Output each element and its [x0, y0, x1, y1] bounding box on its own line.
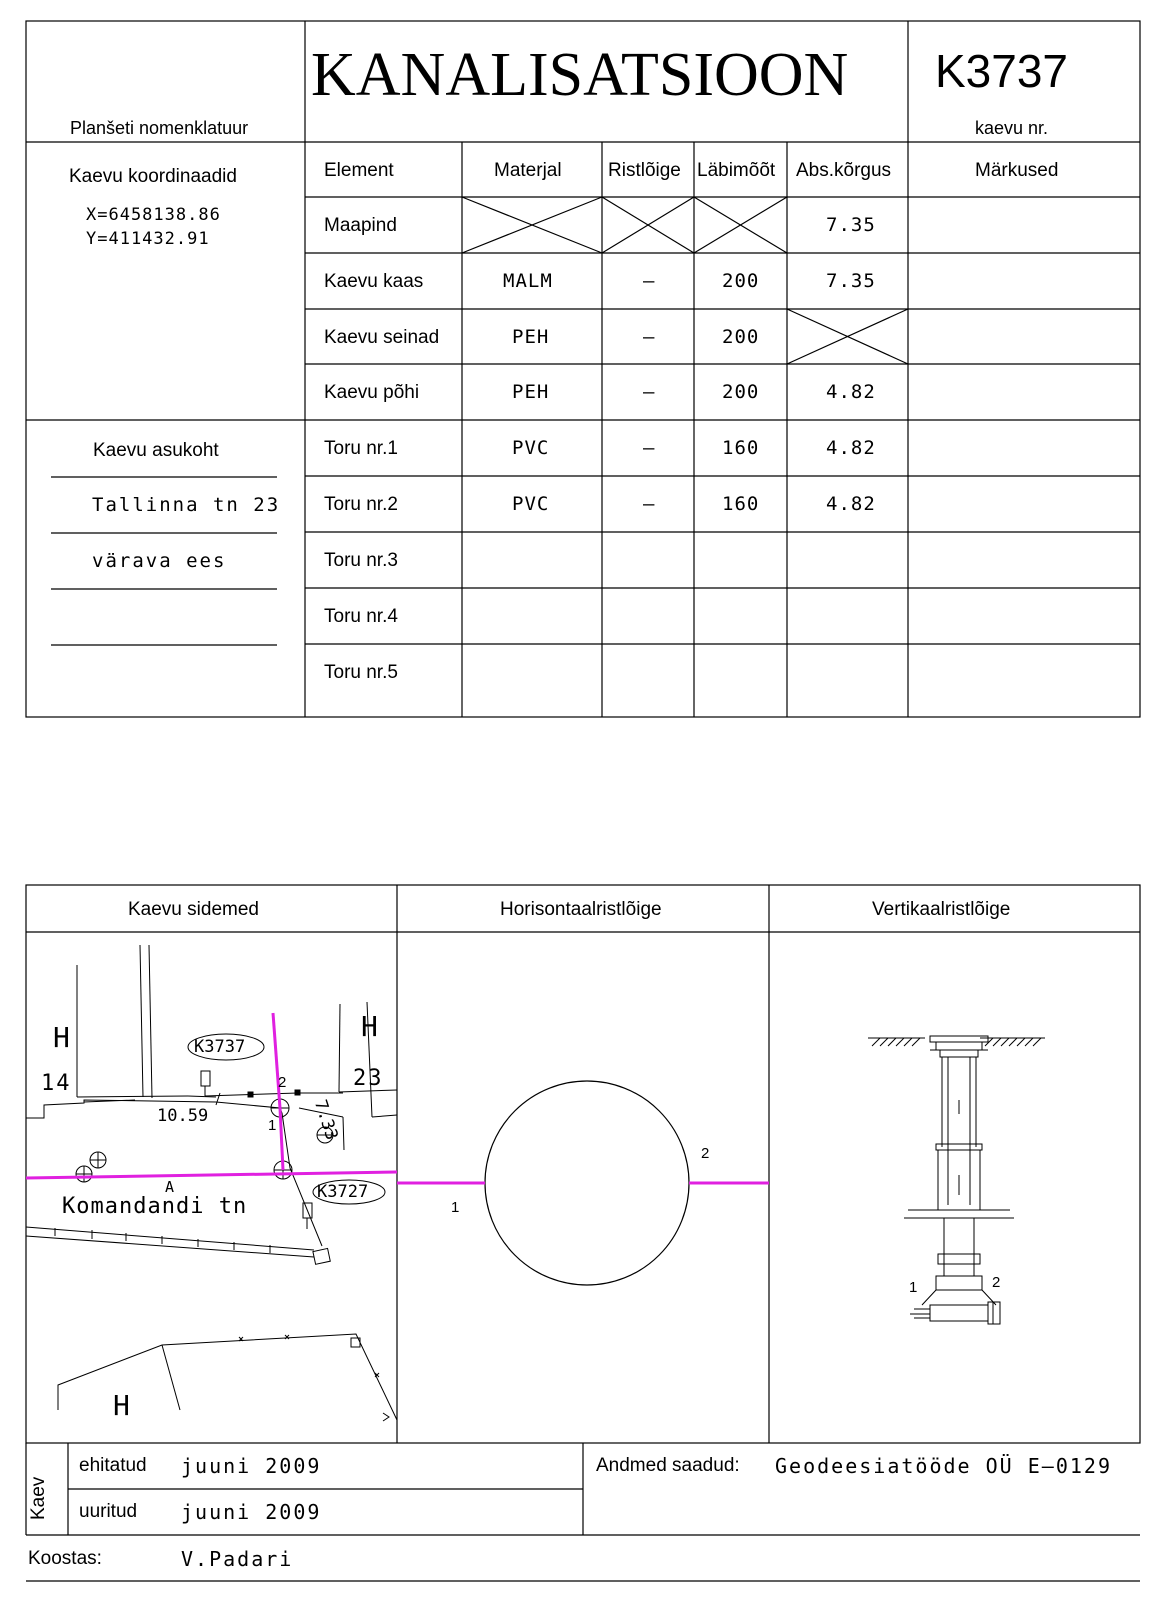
hsection-pipe-label: 2 — [701, 1145, 710, 1162]
coord-y: Y=411432.91 — [86, 229, 210, 249]
footer-built-label: ehitatud — [79, 1455, 147, 1476]
footer-author-label: Koostas: — [28, 1548, 102, 1569]
vsection-pipe-label: 2 — [992, 1274, 1001, 1291]
footer-surveyed-label: uuritud — [79, 1501, 138, 1522]
hsection-pipe-label: 1 — [451, 1199, 460, 1216]
coords-label: Kaevu koordinaadid — [69, 166, 237, 187]
col-header-notes: Märkused — [975, 160, 1059, 181]
table-row-element: Toru nr.1 — [324, 438, 398, 459]
cell-elevation: 4.82 — [826, 493, 876, 515]
cell-section: – — [643, 437, 656, 459]
footer-author-value: V.Padari — [181, 1547, 294, 1571]
well-id: K3737 — [935, 45, 1069, 97]
cell-diameter: 200 — [722, 326, 760, 348]
footer-built-value: juuni 2009 — [181, 1454, 322, 1478]
col-header-section: Ristlõige — [608, 160, 681, 181]
cell-section: – — [643, 493, 656, 515]
table-row-element: Toru nr.4 — [324, 606, 398, 627]
map-street-marker: A — [165, 1178, 175, 1196]
table-row-element: Toru nr.2 — [324, 494, 398, 515]
cell-elevation: 4.82 — [826, 437, 876, 459]
table-row-element: Toru nr.5 — [324, 662, 398, 683]
table-row-element: Kaevu kaas — [324, 271, 424, 292]
cell-elevation: 4.82 — [826, 381, 876, 403]
coord-x: X=6458138.86 — [86, 205, 221, 225]
map-street-name: Komandandi tn — [62, 1194, 248, 1219]
cell-section: – — [643, 381, 656, 403]
table-row-element: Toru nr.3 — [324, 550, 398, 571]
cell-material: PVC — [512, 493, 550, 515]
table-row-element: Kaevu seinad — [324, 327, 440, 348]
location-line1: Tallinna tn 23 — [92, 494, 281, 516]
map-label-house: H — [361, 1010, 378, 1043]
footer-side-label: Kaev — [28, 1476, 49, 1520]
sheet-label: Planšeti nomenklatuur — [70, 118, 249, 138]
map-label-number: 23 — [353, 1066, 384, 1091]
cell-elevation: 7.35 — [826, 270, 876, 292]
table-row-element: Kaevu põhi — [324, 382, 420, 403]
table-row-element: Maapind — [324, 215, 397, 236]
well-id-label: kaevu nr. — [975, 118, 1049, 138]
cell-diameter: 160 — [722, 437, 760, 459]
location-line2: värava ees — [92, 550, 227, 572]
footer-source-label: Andmed saadud: — [596, 1455, 740, 1476]
cell-diameter: 200 — [722, 270, 760, 292]
cell-section: – — [643, 270, 656, 292]
cell-material: PEH — [512, 326, 550, 348]
footer-surveyed-value: juuni 2009 — [181, 1500, 322, 1524]
cell-elevation: 7.35 — [826, 214, 876, 236]
map-well-label: K3727 — [317, 1182, 369, 1202]
map-label-house: H — [113, 1389, 130, 1422]
cell-material: MALM — [503, 270, 553, 292]
map-distance: 10.59 — [157, 1106, 209, 1126]
col-header-element: Element — [324, 160, 394, 181]
cell-section: – — [643, 326, 656, 348]
panel-title-connections: Kaevu sidemed — [128, 899, 259, 920]
cell-material: PEH — [512, 381, 550, 403]
cell-diameter: 200 — [722, 381, 760, 403]
location-label: Kaevu asukoht — [93, 440, 219, 461]
col-header-material: Materjal — [494, 160, 562, 181]
panel-title-horizontal: Horisontaalristlõige — [500, 899, 662, 920]
map-pipe-number: 1 — [268, 1117, 277, 1134]
cell-material: PVC — [512, 437, 550, 459]
map-pipe-number: 2 — [278, 1074, 287, 1091]
panel-title-vertical: Vertikaalristlõige — [872, 899, 1011, 920]
map-well-label: K3737 — [194, 1037, 246, 1057]
col-header-diameter: Läbimõõt — [697, 160, 776, 181]
page-title: KANALISATSIOON — [311, 41, 849, 109]
map-distance: 7.33 — [309, 1097, 342, 1143]
cell-diameter: 160 — [722, 493, 760, 515]
col-header-elevation: Abs.kõrgus — [796, 160, 892, 181]
vsection-pipe-label: 1 — [909, 1279, 918, 1296]
map-label-number: 14 — [41, 1071, 72, 1096]
map-label-house: H — [53, 1021, 70, 1054]
footer-source-value: Geodeesiatööde OÜ E–0129 — [775, 1454, 1112, 1478]
